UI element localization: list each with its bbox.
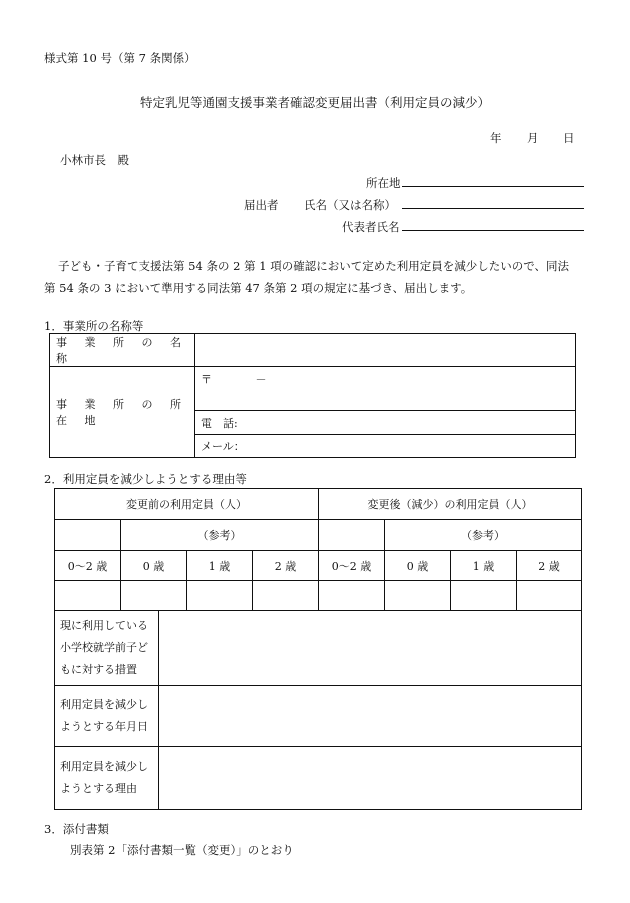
attachments-text: 別表第 2「添付書類一覧（変更）」のとおり bbox=[70, 843, 294, 857]
date-year: 年 bbox=[490, 131, 502, 145]
reduction-date-label: 利用定員を減少しようとする年月日 bbox=[55, 686, 159, 747]
section2-heading: 2．利用定員を減少しようとする理由等 bbox=[44, 472, 247, 486]
col-before-1: 1 歳 bbox=[187, 551, 253, 581]
col-before-0: 0 歳 bbox=[121, 551, 187, 581]
postal-field[interactable] bbox=[195, 367, 576, 411]
facility-name-field[interactable] bbox=[195, 334, 576, 367]
before-reference: （参考） bbox=[121, 520, 319, 551]
before-blank-cell bbox=[55, 520, 121, 551]
value-before-0-2[interactable] bbox=[55, 581, 121, 611]
value-before-1[interactable] bbox=[187, 581, 253, 611]
postal-mark: 〒 bbox=[201, 373, 212, 386]
value-after-1[interactable] bbox=[451, 581, 517, 611]
col-after-1: 1 歳 bbox=[451, 551, 517, 581]
after-blank-cell bbox=[319, 520, 385, 551]
representative-label: 代表者氏名 bbox=[342, 220, 400, 234]
measures-label: 現に利用している小学校就学前子どもに対する措置 bbox=[55, 611, 159, 686]
capacity-table bbox=[54, 488, 582, 611]
address-label: 所在地 bbox=[366, 176, 401, 190]
facility-name-label: 事 業 所 の 名 称 bbox=[50, 334, 195, 367]
applicant-label: 届出者 bbox=[244, 198, 279, 212]
body-text-line1: 子ども・子育て支援法第 54 条の 2 第 1 項の確認において定めた利用定員を減少したいので、同法 bbox=[58, 259, 569, 273]
name-field[interactable] bbox=[402, 194, 584, 209]
form-number: 様式第 10 号（第 7 条関係） bbox=[44, 51, 196, 65]
email-field[interactable] bbox=[195, 435, 576, 458]
address-field[interactable] bbox=[402, 172, 584, 187]
facility-location-label: 事 業 所 の 所 在 地 bbox=[50, 367, 195, 458]
after-header: 変更後（減少）の利用定員（人） bbox=[319, 489, 582, 520]
name-label: 氏名（又は名称） bbox=[304, 198, 396, 212]
section3-heading: 3．添付書類 bbox=[44, 822, 109, 836]
value-before-0[interactable] bbox=[121, 581, 187, 611]
after-reference: （参考） bbox=[385, 520, 582, 551]
date-month: 月 bbox=[527, 131, 539, 145]
email-label: メール： bbox=[201, 440, 245, 453]
date-day: 日 bbox=[563, 131, 575, 145]
col-before-0-2: 0～2 歳 bbox=[55, 551, 121, 581]
col-after-2: 2 歳 bbox=[517, 551, 582, 581]
value-before-2[interactable] bbox=[253, 581, 319, 611]
col-after-0: 0 歳 bbox=[385, 551, 451, 581]
reduction-reason-field[interactable] bbox=[159, 747, 582, 810]
col-after-0-2: 0～2 歳 bbox=[319, 551, 385, 581]
phone-field[interactable] bbox=[195, 411, 576, 435]
reduction-reason-label: 利用定員を減少しようとする理由 bbox=[55, 747, 159, 810]
reason-table bbox=[54, 610, 582, 810]
section1-heading: 1．事業所の名称等 bbox=[44, 319, 144, 333]
document-title: 特定乳児等通園支援事業者確認変更届出書（利用定員の減少） bbox=[139, 95, 490, 110]
postal-dash: － bbox=[255, 373, 267, 386]
measures-field[interactable] bbox=[159, 611, 582, 686]
value-after-0[interactable] bbox=[385, 581, 451, 611]
col-before-2: 2 歳 bbox=[253, 551, 319, 581]
value-after-2[interactable] bbox=[517, 581, 582, 611]
addressee: 小林市長 殿 bbox=[60, 153, 129, 167]
before-header: 変更前の利用定員（人） bbox=[55, 489, 319, 520]
representative-field[interactable] bbox=[402, 216, 584, 231]
facility-table bbox=[49, 333, 576, 458]
reduction-date-field[interactable] bbox=[159, 686, 582, 747]
phone-label: 電 話: bbox=[201, 416, 238, 430]
body-text-line2: 第 54 条の 3 において準用する同法第 47 条第 2 項の規定に基づき、届出します。 bbox=[44, 281, 473, 295]
value-after-0-2[interactable] bbox=[319, 581, 385, 611]
